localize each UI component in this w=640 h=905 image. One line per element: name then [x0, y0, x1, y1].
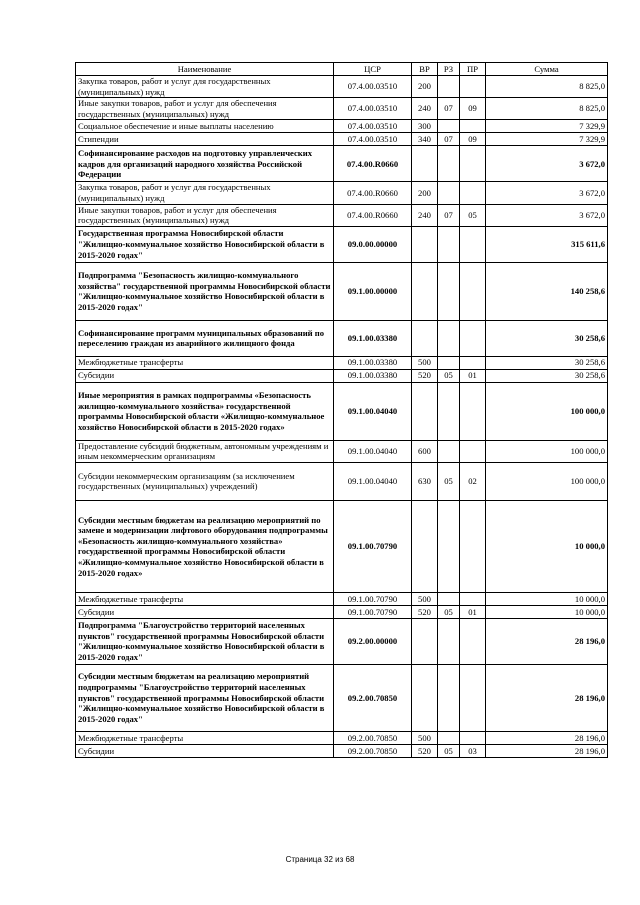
cell-name: Межбюджетные трансферты [76, 592, 334, 605]
cell-pr [460, 664, 486, 731]
cell-vr [412, 664, 438, 731]
budget-table [75, 62, 608, 758]
cell-vr: 340 [412, 133, 438, 146]
cell-csr: 07.4.00.R0660 [334, 204, 412, 226]
cell-sum: 30 258,6 [486, 356, 608, 369]
cell-vr [412, 226, 438, 262]
cell-name: Стипендии [76, 133, 334, 146]
cell-sum: 140 258,6 [486, 262, 608, 320]
cell-sum: 28 196,0 [486, 618, 608, 664]
cell-sum: 30 258,6 [486, 320, 608, 356]
cell-csr: 09.1.00.03380 [334, 356, 412, 369]
cell-vr: 500 [412, 592, 438, 605]
cell-name: Субсидии [76, 369, 334, 382]
cell-sum: 28 196,0 [486, 744, 608, 757]
cell-csr: 09.2.00.00000 [334, 618, 412, 664]
cell-pr: 09 [460, 133, 486, 146]
table-row [76, 204, 608, 226]
cell-name: Предоставление субсидий бюджетным, автономным учреждениям и иным некоммерческим организациям [76, 440, 334, 462]
table-row [76, 462, 608, 500]
cell-name: Межбюджетные трансферты [76, 356, 334, 369]
cell-vr: 500 [412, 731, 438, 744]
table-row [76, 262, 608, 320]
cell-vr: 520 [412, 605, 438, 618]
cell-name: Иные закупки товаров, работ и услуг для обеспечения государственных (муниципальных) нужд [76, 98, 334, 120]
cell-pr [460, 500, 486, 592]
cell-rz [438, 382, 460, 440]
cell-rz [438, 226, 460, 262]
cell-name: Субсидии некоммерческим организациям (за исключением государственных (муниципальных) учреждений) [76, 462, 334, 500]
cell-rz [438, 182, 460, 204]
cell-name: Закупка товаров, работ и услуг для государственных (муниципальных) нужд [76, 182, 334, 204]
cell-rz [438, 664, 460, 731]
cell-sum: 10 000,0 [486, 592, 608, 605]
cell-pr [460, 592, 486, 605]
cell-sum: 30 258,6 [486, 369, 608, 382]
cell-csr: 09.1.00.03380 [334, 369, 412, 382]
table-row [76, 76, 608, 98]
cell-pr [460, 226, 486, 262]
cell-csr: 09.2.00.70850 [334, 664, 412, 731]
cell-pr: 09 [460, 98, 486, 120]
cell-name: Субсидии местным бюджетам на реализацию мероприятий подпрограммы "Благоустройство территорий населенных пунктов" государственной программы Новосибирской области "Жилищно-коммунальное хозяйство Новосибирской области в 2015-2020 годах" [76, 664, 334, 731]
cell-pr [460, 182, 486, 204]
table-row [76, 369, 608, 382]
cell-pr [460, 356, 486, 369]
table-row [76, 500, 608, 592]
cell-pr [460, 440, 486, 462]
header-vr: ВР [412, 63, 438, 76]
cell-rz [438, 356, 460, 369]
cell-csr: 09.1.00.70790 [334, 500, 412, 592]
cell-csr: 07.4.00.03510 [334, 120, 412, 133]
cell-csr: 07.4.00.R0660 [334, 146, 412, 182]
cell-pr [460, 76, 486, 98]
cell-vr: 520 [412, 369, 438, 382]
cell-rz [438, 146, 460, 182]
cell-pr [460, 120, 486, 133]
table-row [76, 356, 608, 369]
cell-sum: 3 672,0 [486, 146, 608, 182]
cell-pr [460, 146, 486, 182]
cell-csr: 07.4.00.03510 [334, 98, 412, 120]
cell-rz [438, 592, 460, 605]
cell-name: Софинансирование программ муниципальных образований по переселению граждан из аварийного жилищного фонда [76, 320, 334, 356]
cell-pr: 03 [460, 744, 486, 757]
cell-csr: 09.1.00.04040 [334, 462, 412, 500]
cell-vr [412, 500, 438, 592]
cell-pr [460, 262, 486, 320]
cell-csr: 09.0.00.00000 [334, 226, 412, 262]
cell-rz: 05 [438, 605, 460, 618]
cell-sum: 100 000,0 [486, 382, 608, 440]
cell-sum: 10 000,0 [486, 605, 608, 618]
table-row [76, 146, 608, 182]
cell-sum: 28 196,0 [486, 664, 608, 731]
table-row [76, 618, 608, 664]
cell-sum: 100 000,0 [486, 462, 608, 500]
cell-name: Иные закупки товаров, работ и услуг для обеспечения государственных (муниципальных) нужд [76, 204, 334, 226]
cell-csr: 09.1.00.04040 [334, 440, 412, 462]
cell-vr [412, 262, 438, 320]
cell-pr [460, 382, 486, 440]
cell-pr [460, 618, 486, 664]
table-row [76, 320, 608, 356]
cell-vr: 500 [412, 356, 438, 369]
cell-csr: 09.2.00.70850 [334, 731, 412, 744]
cell-rz [438, 262, 460, 320]
cell-name: Государственная программа Новосибирской области "Жилищно-коммунальное хозяйство Новосибирской области в 2015-2020 годах" [76, 226, 334, 262]
table-row [76, 731, 608, 744]
table-row [76, 382, 608, 440]
cell-name: Социальное обеспечение и иные выплаты населению [76, 120, 334, 133]
header-name: Наименование [76, 63, 334, 76]
cell-vr [412, 382, 438, 440]
table-row [76, 226, 608, 262]
cell-rz: 07 [438, 133, 460, 146]
cell-pr [460, 320, 486, 356]
table-row [76, 605, 608, 618]
cell-pr [460, 731, 486, 744]
cell-sum: 7 329,9 [486, 120, 608, 133]
cell-csr: 09.1.00.03380 [334, 320, 412, 356]
cell-name: Межбюджетные трансферты [76, 731, 334, 744]
cell-csr: 07.4.00.03510 [334, 76, 412, 98]
cell-name: Подпрограмма "Благоустройство территорий населенных пунктов" государственной программы Новосибирской области "Жилищно-коммунальное хозяйство Новосибирской области в 2015-2020 годах" [76, 618, 334, 664]
cell-csr: 07.4.00.03510 [334, 133, 412, 146]
table-row [76, 133, 608, 146]
cell-sum: 3 672,0 [486, 182, 608, 204]
cell-sum: 10 000,0 [486, 500, 608, 592]
cell-sum: 8 825,0 [486, 98, 608, 120]
table-body [76, 76, 608, 758]
cell-name: Софинансирование расходов на подготовку управленческих кадров для организаций народного хозяйства Российской Федерации [76, 146, 334, 182]
table-row [76, 440, 608, 462]
cell-csr: 09.2.00.70850 [334, 744, 412, 757]
cell-csr: 07.4.00.R0660 [334, 182, 412, 204]
cell-pr: 05 [460, 204, 486, 226]
cell-rz [438, 120, 460, 133]
cell-vr: 520 [412, 744, 438, 757]
header-pr: ПР [460, 63, 486, 76]
cell-rz [438, 618, 460, 664]
cell-name: Субсидии местным бюджетам на реализацию мероприятий по замене и модернизации лифтового оборудования подпрограммы «Безопасность жилищно-коммунального хозяйства» государственной программы Новосибирской области «Жилищно-коммунальное хозяйство Новосибирской области в 2015-2020 годах» [76, 500, 334, 592]
cell-vr [412, 146, 438, 182]
table-row [76, 664, 608, 731]
cell-pr: 02 [460, 462, 486, 500]
cell-pr: 01 [460, 369, 486, 382]
cell-sum: 3 672,0 [486, 204, 608, 226]
table-header-row [76, 63, 608, 76]
header-sum: Сумма [486, 63, 608, 76]
cell-rz: 07 [438, 204, 460, 226]
cell-rz [438, 731, 460, 744]
cell-rz [438, 76, 460, 98]
cell-sum: 315 611,6 [486, 226, 608, 262]
cell-rz: 05 [438, 369, 460, 382]
cell-rz: 05 [438, 744, 460, 757]
cell-vr: 300 [412, 120, 438, 133]
cell-name: Подпрограмма "Безопасность жилищно-коммунального хозяйства" государственной программы Новосибирской области "Жилищно-коммунальное хозяйство Новосибирской области в 2015-2020 годах" [76, 262, 334, 320]
cell-sum: 100 000,0 [486, 440, 608, 462]
header-rz: РЗ [438, 63, 460, 76]
cell-vr: 630 [412, 462, 438, 500]
cell-vr: 240 [412, 98, 438, 120]
cell-vr: 200 [412, 182, 438, 204]
cell-csr: 09.1.00.70790 [334, 592, 412, 605]
cell-vr: 240 [412, 204, 438, 226]
table-row [76, 744, 608, 757]
cell-name: Субсидии [76, 744, 334, 757]
table-row [76, 592, 608, 605]
table-row [76, 182, 608, 204]
cell-csr: 09.1.00.04040 [334, 382, 412, 440]
cell-sum: 8 825,0 [486, 76, 608, 98]
cell-vr [412, 320, 438, 356]
cell-sum: 7 329,9 [486, 133, 608, 146]
cell-rz [438, 500, 460, 592]
cell-rz [438, 440, 460, 462]
cell-vr: 200 [412, 76, 438, 98]
cell-vr [412, 618, 438, 664]
table-row [76, 120, 608, 133]
cell-rz: 07 [438, 98, 460, 120]
cell-sum: 28 196,0 [486, 731, 608, 744]
cell-pr: 01 [460, 605, 486, 618]
cell-csr: 09.1.00.70790 [334, 605, 412, 618]
cell-name: Иные мероприятия в рамках подпрограммы «Безопасность жилищно-коммунального хозяйства» государственной программы Новосибирской области «Жилищно-коммунальное хозяйство Новосибирской области в 2015-2020 годах» [76, 382, 334, 440]
cell-name: Закупка товаров, работ и услуг для государственных (муниципальных) нужд [76, 76, 334, 98]
page-number: Страница 32 из 68 [285, 855, 355, 864]
cell-rz: 05 [438, 462, 460, 500]
cell-rz [438, 320, 460, 356]
header-csr: ЦСР [334, 63, 412, 76]
cell-name: Субсидии [76, 605, 334, 618]
table-row [76, 98, 608, 120]
cell-vr: 600 [412, 440, 438, 462]
cell-csr: 09.1.00.00000 [334, 262, 412, 320]
